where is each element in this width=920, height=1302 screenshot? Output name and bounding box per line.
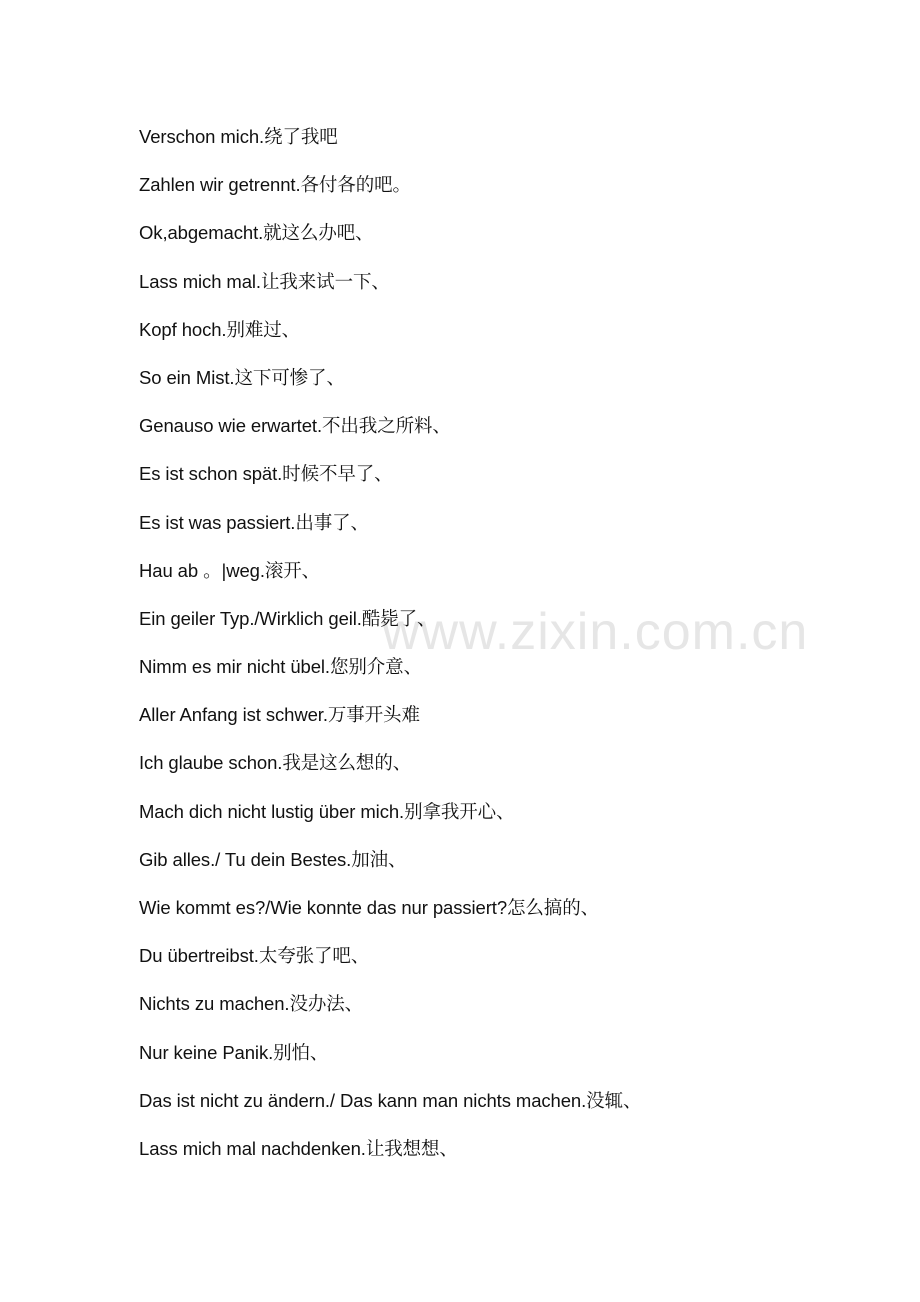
phrase-line: Ein geiler Typ./Wirklich geil.酷毙了、 xyxy=(139,607,436,629)
phrase-line: Lass mich mal.让我来试一下、 xyxy=(139,270,390,292)
phrase-line: Aller Anfang ist schwer.万事开头难 xyxy=(139,704,420,726)
phrase-line: Hau ab 。|weg.滚开、 xyxy=(139,559,321,581)
phrase-line: Wie kommt es?/Wie konnte das nur passiert?怎么搞的、 xyxy=(139,897,600,918)
phrase-line: Das ist nicht zu ändern./ Das kann man nichts machen.没辄、 xyxy=(139,1089,642,1111)
phrase-line: Es ist schon spät.时候不早了、 xyxy=(139,463,393,485)
phrase-line: Lass mich mal nachdenken.让我想想、 xyxy=(139,1137,458,1159)
phrase-line: Ok,abgemacht.就这么办吧、 xyxy=(139,222,374,244)
phrase-line: Mach dich nicht lustig über mich.别拿我开心、 xyxy=(139,800,515,822)
phrase-line: Nur keine Panik.别怕、 xyxy=(139,1041,329,1063)
phrase-line: Zahlen wir getrennt.各付各的吧。 xyxy=(139,174,411,196)
phrase-line: Ich glaube schon.我是这么想的、 xyxy=(139,752,412,774)
watermark: www.zixin.com.cn xyxy=(382,603,809,661)
phrase-line: Genauso wie erwartet.不出我之所料、 xyxy=(139,415,451,437)
phrase-line: Nichts zu machen.没办法、 xyxy=(139,993,364,1015)
phrase-line: Kopf hoch.别难过、 xyxy=(139,318,301,340)
phrase-line: Verschon mich.绕了我吧 xyxy=(139,126,338,147)
phrase-list xyxy=(139,120,839,1180)
phrase-line: Gib alles./ Tu dein Bestes.加油、 xyxy=(139,848,407,870)
phrase-line: Du übertreibst.太夸张了吧、 xyxy=(139,945,370,967)
phrase-line: Nimm es mir nicht übel.您别介意、 xyxy=(139,656,422,678)
phrase-line: Es ist was passiert.出事了、 xyxy=(139,511,369,533)
phrase-line: So ein Mist.这下可惨了、 xyxy=(139,366,345,388)
